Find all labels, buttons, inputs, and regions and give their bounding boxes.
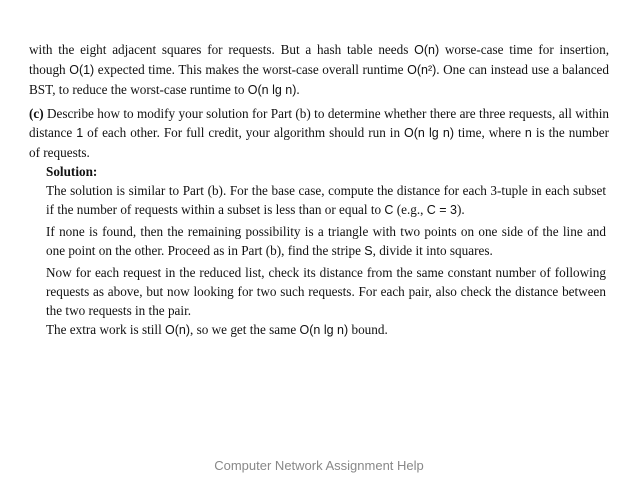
text-run: , so we get the same [190,322,300,337]
paragraph-part-c [29,104,609,162]
solution-block [46,162,606,340]
math-expression: C [384,203,394,217]
math-expression: n [524,126,532,140]
math-expression: O(n lg n) [299,323,349,337]
text-run: bound. [348,322,388,337]
solution-paragraph-base-case [46,181,606,220]
text-run: If none is found, then the remaining possibility is a triangle with two points on one side of the line and one point on the other. Proceed as in Part (b), find the stripe [46,224,606,258]
solution-paragraph-extra-work [46,320,606,340]
text-run: The solution is similar to Part (b). For the base case, compute the distance for each 3-tuple in each subset if the number of requests within a subset is less than or equal to [46,183,606,217]
math-expression: O(n) [414,43,440,57]
text-run: of each other. For full credit, your algorithm should run in [83,125,405,140]
math-expression: S [364,244,373,258]
math-expression: 1 [76,126,84,140]
text-run: time, where [454,125,525,140]
solution-heading: Solution: [46,164,98,179]
math-expression: O(n lg n) [247,83,297,97]
text-run: . [296,82,300,97]
solution-paragraph-stripe [46,222,606,261]
math-expression: O(n) [165,323,191,337]
math-expression: O(n lg n) [404,126,455,140]
text-run: worse-case time for insertion, though [29,42,609,77]
text-run: . One can instead use a balanced BST, to reduce the worst-case runtime to [29,62,609,97]
math-expression: O(n²) [407,63,437,77]
text-run: ). [457,202,465,217]
text-run: , divide it into squares. [372,243,493,258]
math-expression: O(1) [69,63,95,77]
text-run: is the number of requests. [29,125,609,160]
text-run: Describe how to modify your solution for Part (b) to determine whether there are three requests, all within distance [29,106,609,140]
text-run: expected time. This makes the worst-case overall runtime [94,62,408,77]
text-run: with the eight adjacent squares for requests. But a hash table needs [29,42,415,57]
footer-caption: Computer Network Assignment Help [214,458,424,473]
text-run: (e.g., [393,202,427,217]
text-run: The extra work is still [46,322,166,337]
part-label: (c) [29,106,44,121]
paragraph-hash-table [29,40,609,100]
solution-paragraph-reduced-list: Now for each request in the reduced list, check its distance from the same constant number of following requests as above, but now looking for two such requests. For each pair, also check the distance between the two requests in the pair. [46,265,606,318]
math-expression: C = 3 [426,203,458,217]
